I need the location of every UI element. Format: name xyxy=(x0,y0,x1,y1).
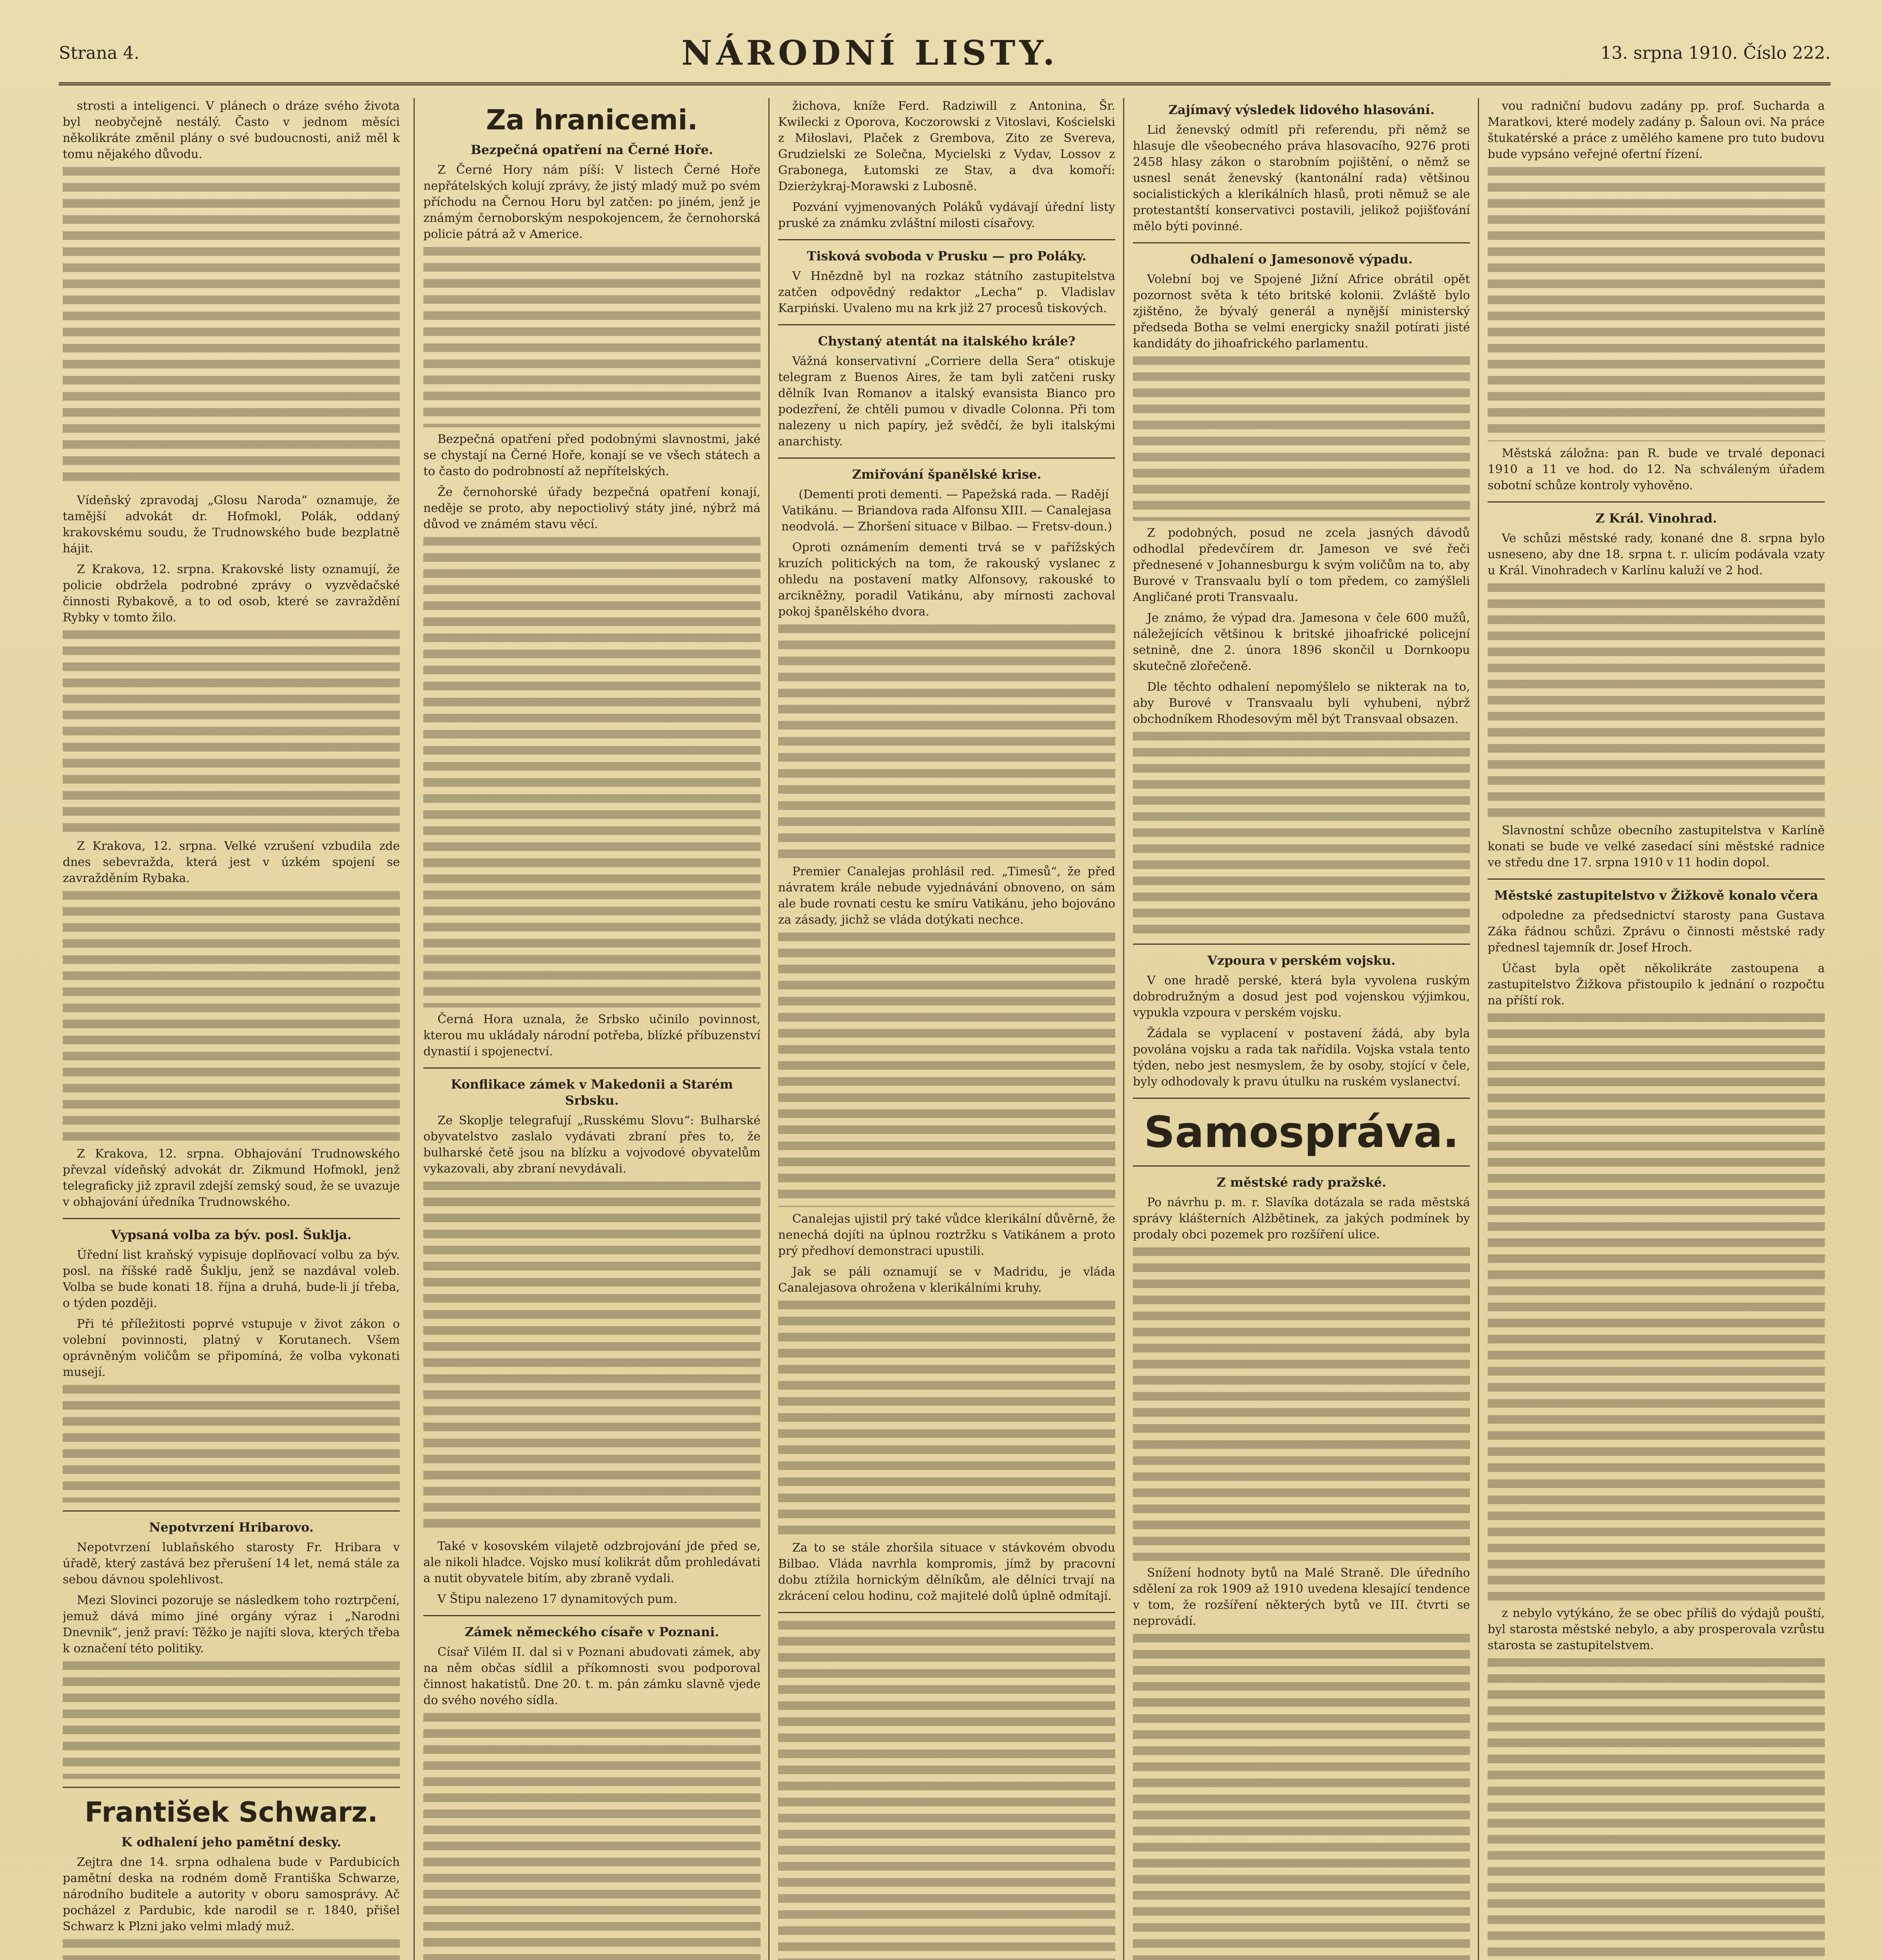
paragraph: Z Krakova, 12. srpna. Krakovské listy oznamují, že policie obdržela podrobné zprávy o vyzvědačské činnosti Rybakově, a to od osob, které se zavraždění Rybky v tomto žilo. xyxy=(63,563,400,624)
text-block xyxy=(778,1621,1115,1960)
text-block xyxy=(778,624,1115,860)
paragraph: V one hradě perské, která byla vyvolena ruským dobrodružným a dosud jest pod vojenskou výjimkou, vypukla vzpoura v perském vojsku. xyxy=(1133,974,1470,1020)
section-heading: Zajímavý výsledek lidového hlasování. xyxy=(1168,102,1435,117)
text-block xyxy=(1488,1013,1825,1601)
paragraph: (Dementi proti dementi. — Papežská rada. — Radějí Vatikánu. — Briandova rada Alfonsu XIII. — Canalejasa neodvolá. — Zhoršení situace v Bilbao. — Fretsv-doun.) xyxy=(781,488,1112,534)
section-heading: Chystaný atentát na italského krále? xyxy=(818,334,1076,348)
text-block xyxy=(778,1301,1115,1536)
column-2 xyxy=(423,98,760,1960)
column-divider xyxy=(1478,98,1479,1960)
paragraph: vou radniční budovu zadány pp. prof. Sucharda a Maratkovi, které modely zadány p. Šaloun ovi. Na práce štukatérské a práce z umělého kamene pro tuto budovu bude vypsáno veřejné ofertní řízení. xyxy=(1488,99,1825,161)
text-block xyxy=(1488,583,1825,818)
paragraph: Oproti oznámením dementi trvá se v pařížských kruzích politických na tom, že rakouský vyslanec z ohledu na postavení matky Alfonsovy, rakouské to arcikněžny, poradil Vatikánu, aby mírnosti zachoval pokoj španělského dvora. xyxy=(778,541,1115,619)
section-heading: Zámek německého císaře v Poznani. xyxy=(465,1624,719,1639)
paragraph: Úřední list kraňský vypisuje doplňovací volbu za býv. posl. na říšské radě Šuklju, jenž se nazdával voleb. Volba se bude konati 18. října a druhá, bude-li jí třeba, o týden později. xyxy=(63,1248,400,1310)
paragraph: Při té příležitosti poprvé vstupuje v život zákon o volební povinnosti, platný v Korutanech. Všem oprávněným voličům se připomíná, že volba vykonati musejí. xyxy=(63,1317,400,1379)
paragraph: Mezi Slovinci pozoruje se následkem toho roztrpčení, jemuž dává mimo jiné orgány výraz i „Narodni Dnevnik“, jenž praví: Těžko je najíti slova, kterých třeba k označení této politiky. xyxy=(63,1593,400,1655)
paragraph: Černá Hora uznala, že Srbsko učinilo povinnost, kterou mu ukládaly národní potřeba, blízké příbuzenství dynastií i spojenectví. xyxy=(423,1013,760,1058)
section-heading: Zmiřování španělské krise. xyxy=(852,467,1042,482)
newspaper-title: NÁRODNÍ LISTY. xyxy=(681,33,1059,73)
paragraph: strosti a inteligenci. V plánech o dráze svého života byl neobyčejně nestálý. Často v jednom měsíci několikráte změnil plány o své budoucnosti, aniž měl k tomu nějakého důvodu. xyxy=(63,99,400,161)
paragraph: žichova, kníže Ferd. Radziwill z Antonina, Šr. Kwilecki z Oporova, Koczorowski z Vitoslavi, Kościelski z Miłoslavi, Plaček z Grembova, Zito ze Svereva, Grudzielski ze Solečna, Mycielski z Vydav, Lossov z Grabonega, Łutomski ze Stav, a dva komoří: Dzierżykraj-Morawski z Lubosně. xyxy=(778,99,1115,193)
paragraph: Z Krakova, 12. srpna. Velké vzrušení vzbudila zde dnes sebevražda, která jest v úzkém spojení se zavražděním Rybaka. xyxy=(63,839,400,885)
paragraph: Žádala se vyplacení v postavení žádá, aby byla povolána vojsku a rada tak nařídila. Vojska vstala tento týden, nebo jest nesmyslem, že by osoby, stojící v čele, byly odhodovaly k pravu útulku na ruském vyslanectví. xyxy=(1133,1027,1470,1089)
paragraph: Ve schůzi městské rady, konané dne 8. srpna bylo usneseno, aby dne 18. srpna t. r. ulicím podávala vzaty u Král. Vinohradech v Karlínu kaluží ve 2 hod. xyxy=(1488,532,1825,577)
article-title: Za hranicemi. xyxy=(486,104,698,136)
section-heading: Městské zastupitelstvo v Žižkově konalo včera xyxy=(1494,888,1818,903)
paragraph: Účast byla opět několikráte zastoupena a zastupitelstvo Žižkova přistoupilo k jednání o rozpočtu na příští rok. xyxy=(1488,962,1825,1007)
section-title: Samospráva. xyxy=(1143,1107,1459,1157)
text-block xyxy=(423,1713,760,1960)
paragraph: Městská záložna: pan R. bude ve trvalé deponaci 1910 a 11 ve hod. do 12. Na schváleným úřadem sobotní schůze kontroly vyhověno. xyxy=(1488,446,1825,492)
paragraph: V Hnězdně byl na rozkaz státního zastupitelstva zatčen odpovědný redaktor „Lecha“ p. Vladislav Karpiński. Uvaleno mu na krk již 27 procesů tiskových. xyxy=(778,269,1115,315)
text-block xyxy=(63,891,400,1142)
paragraph: Za to se stále zhoršila situace v stávkovém obvodu Bilbao. Vláda navrhla kompromis, jímž by pracovní dobu ztížila hornickým dělníkům, ale dělníci trvají na zkrácení celou hodinu, což majitelé dolů úplně odmítají. xyxy=(778,1541,1115,1603)
paragraph: Zejtra dne 14. srpna odhalena bude v Pardubicích pamětní deska na rodném domě Františka Schwarze, národního buditele a autority v oboru samosprávy. Ač pocházel z Pardubic, kde narodil se r. 1840, přišel Schwarz k Plzni jako velmi mladý muž. xyxy=(63,1855,400,1933)
section-heading: Odhalení o Jamesonově výpadu. xyxy=(1190,252,1413,267)
section-heading: Konflikace zámek v Makedonii a Starém Srbsku. xyxy=(451,1077,733,1108)
paragraph: Vídeňský zpravodaj „Glosu Naroda“ oznamuje, že tamější advokát dr. Hofmokl, Polák, oddaný krakovskému soudu, že Trudnowského bude bezplatně hájit. xyxy=(63,494,400,555)
paragraph: Premier Canalejas prohlásil red. „Timesů“, že před návratem krále nebude vyjednávání obnoveno, on sám ale bude rovnati cestu ke smíru Vatikánu, jeho bojováno za zásady, jichž se vláda dotýkati nechce. xyxy=(778,865,1115,927)
paragraph: Z podobných, posud ne zcela jasných dávodů odhodlal předevčírem dr. Jameson ve své řeči přednesené v Johannesburgu k svým voličům na to, aby Burové v Transvaalu bylí o tom předem, co zamýšleli Angličané proti Transvaalu. xyxy=(1133,526,1470,604)
paragraph: Slavnostní schůze obecního zastupitelstva v Karlíně konati se bude ve velké zasedací síni městské radnice ve středu dne 17. srpna 1910 v 11 hodin dopol. xyxy=(1488,824,1825,869)
text-block xyxy=(63,1385,400,1503)
text-block xyxy=(423,1181,760,1534)
text-block xyxy=(1133,1634,1470,1960)
paragraph: Canalejas ujistil prý také vůdce klerikální důvěrně, že nenechá dojíti na úplnou roztržku s Vatikánem a proto prý předhoví demonstraci upustili. xyxy=(778,1212,1115,1258)
paragraph: Pozvání vyjmenovaných Poláků vydávají úřední listy pruské za známku zvláštní milosti císařovy. xyxy=(778,200,1115,230)
column-4 xyxy=(1133,98,1470,1960)
article-title: František Schwarz. xyxy=(85,1796,378,1828)
paragraph: Snížení hodnoty bytů na Malé Straně. Dle úředního sdělení za rok 1909 až 1910 uvedena klesající tendence v tom, že rozšíření některých bytů ve III. čtvrti se neprovádí. xyxy=(1133,1566,1470,1628)
text-block xyxy=(778,933,1115,1207)
paragraph: Jak se páli oznamují se v Madridu, je vláda Canalejasova ohrožena v klerikálními kruhy. xyxy=(778,1265,1115,1295)
paragraph: Z Krakova, 12. srpna. Obhajování Trudnowského převzal vídeňský advokát dr. Zikmund Hofmokl, jenž telegraficky již zpravil zdejší zemský soud, že se uvazuje v obhajování úředníka Trudnowského. xyxy=(63,1147,400,1209)
text-block xyxy=(423,537,760,1007)
section-heading: Z Král. Vinohrad. xyxy=(1595,511,1717,526)
text-block xyxy=(1488,1658,1825,1960)
column-divider xyxy=(1123,98,1124,1960)
text-block xyxy=(1133,1247,1470,1561)
paragraph: Lid ženevský odmítl při referendu, při němž se hlasuje dle všeobecného práva hlasovacího, 9276 proti 2458 hlasy zákon o starobním pojištění, o němž se usnesl senát ženevský (kantonální rada) většinou socialistických a klerikálních hlasů, proti němuž se ale protestantští konservativci postavili, jelikož pojišťování mělo býti povinné. xyxy=(1133,123,1470,233)
section-heading: Vypsaná volba za býv. posl. Šuklja. xyxy=(111,1227,352,1242)
paragraph: Bezpečná opatření před podobnými slavnostmi, jaké se chystají na Černé Hoře, konají se ve všech státech a to často do podrobností až nepřítelských. xyxy=(423,432,760,478)
section-heading: Z městské rady pražské. xyxy=(1216,1175,1387,1190)
paragraph: z nebylo vytýkáno, že se obec příliš do výdajů pouští, byl starosta městské nebylo, a aby prosperovala vzrůstu starosta se zastupitelstvem. xyxy=(1488,1606,1825,1652)
text-block xyxy=(1488,167,1825,441)
column-3 xyxy=(778,98,1115,1960)
paragraph: Císař Vilém II. dal si v Poznani abudovati zámek, aby na něm občas sídlil a příkomnosti svou podporoval činnost hakatistů. Dne 20. t. m. pán zámku slavně vjede do svého nového sídla. xyxy=(423,1645,760,1707)
text-block xyxy=(63,630,400,834)
text-block xyxy=(1133,732,1470,936)
column-5 xyxy=(1488,98,1825,1960)
paragraph: odpoledne za předsednictví starosty pana Gustava Záka řádnou schůzi. Zprávu o činnosti městské rady přednesl tajemník dr. Josef Hroch. xyxy=(1488,909,1825,955)
page-number: Strana 4. xyxy=(59,43,140,63)
paragraph: Po návrhu p. m. r. Slavíka dotázala se rada městská správy klášterních Alžbětinek, za jakých podmínek by prodaly obci pozemek pro rozšíření ulice. xyxy=(1133,1196,1470,1241)
issue-date: 13. srpna 1910. Číslo 222. xyxy=(1600,43,1831,63)
section-heading: Bezpečná opatření na Černé Hoře. xyxy=(470,142,713,157)
paragraph: Také v kosovském vilajetě odzbrojování jde před se, ale nikoli hladce. Vojsko musí kolikrát dům prohledávati a nutit obyvatele bitím, aby zbraně vydali. xyxy=(423,1539,760,1585)
paragraph: Nepotvrzení lublaňského starosty Fr. Hribara v úřadě, který zastává bez přerušení 14 let, nemá stále za sebou dávnou spolehlivost. xyxy=(63,1541,400,1586)
text-block xyxy=(1133,356,1470,521)
column-divider xyxy=(768,98,769,1960)
paragraph: Že černohorské úřady bezpečná opatření konají, neděje se proto, aby nepoctiolivý státy jiné, nýbrž má důvod ve známém stavu věcí. xyxy=(423,485,760,531)
column-1 xyxy=(63,98,400,1960)
text-block xyxy=(63,1661,400,1779)
text-block xyxy=(423,247,760,427)
text-block xyxy=(63,167,400,488)
paragraph: Dle těchto odhalení nepomýšlelo se nikterak na to, aby Burové v Transvaalu byli vyhubeni, nýbrž obchodníkem Rhodesovým měl být Transvaal obsazen. xyxy=(1133,680,1470,726)
column-divider xyxy=(414,98,415,1960)
masthead xyxy=(59,24,1831,85)
paragraph: Volební boj ve Spojené Jižní Africe obrátil opět pozornost světa k této britské kolonii. Zvláště bylo zjištěno, že bývalý generál a nynější ministerský předseda Botha se velmi energicky snažil potírati jisté kandidáty do jihoafrického parlamentu. xyxy=(1133,272,1470,350)
section-heading: Tisková svoboda v Prusku — pro Poláky. xyxy=(807,249,1087,263)
section-heading: Vzpoura v perském vojsku. xyxy=(1207,953,1396,968)
article-subtitle: K odhalení jeho pamětní desky. xyxy=(121,1835,341,1849)
section-heading: Nepotvrzení Hribarovo. xyxy=(149,1520,314,1535)
paragraph: Je známo, že výpad dra. Jamesona v čele 600 mužů, náležejících většinou k britské jihoafrické policejní setnině, dne 2. února 1896 skončil u Dornkoopu skutečně zlořečeně. xyxy=(1133,611,1470,673)
paragraph: Z Černé Hory nám píší: V listech Černé Hoře nepřátelských kolují zprávy, že jistý mladý muž po svém příchodu na Černou Horu byl zatčen: po jiném, jenž je známým černoborským nespokojencem, že černohorská policie pátrá až v Americe. xyxy=(423,163,760,241)
paragraph: V Štipu nalezeno 17 dynamitových pum. xyxy=(437,1592,677,1606)
paragraph: Ze Skoplje telegrafují „Russkému Slovu“: Bulharské obyvatelstvo zaslalo vydávati zbraní přes to, že bulharské četě jsou na blízku a vojvodové obyvatelům vykazovali, aby zbraní nevydávali. xyxy=(423,1114,760,1176)
paragraph: Vážná konservativní „Corriere della Sera“ otiskuje telegram z Buenos Aires, že tam byli zatčeni rusky dělník Ivan Romanov a italský evansista Bianco pro podezření, že chtěli pumou v divadle Colonna. Při tom nalezeny u nich papíry, jež svědčí, že byli italskými anarchisty. xyxy=(778,354,1115,448)
text-block xyxy=(63,1939,400,1960)
